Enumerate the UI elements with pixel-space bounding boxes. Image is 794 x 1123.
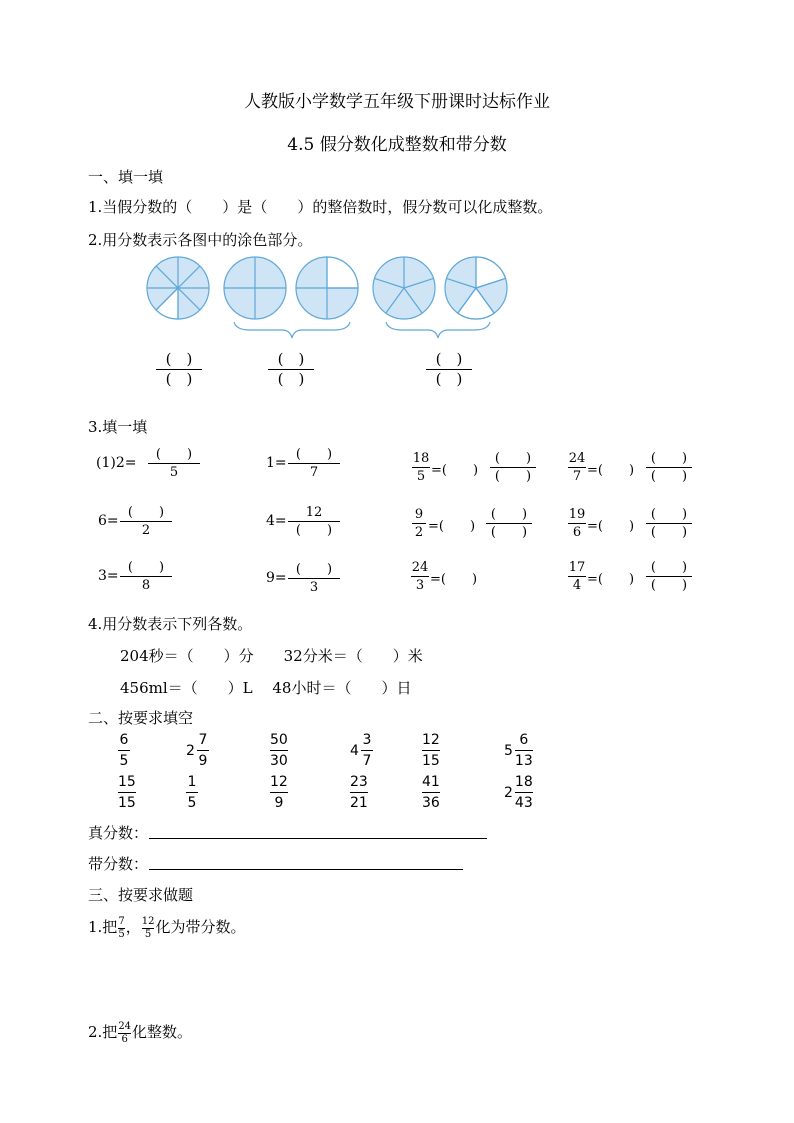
fraction: [270, 775, 288, 810]
q4-line-2[interactable]: 456ml＝（ ）L 48小时＝（ ）日: [120, 679, 412, 697]
q3-j-fraction[interactable]: ( ) 3: [288, 563, 340, 594]
question-1-1: 1.当假分数的（ ）是（ ）的整倍数时，假分数可以化成整数。: [88, 198, 553, 216]
fraction-numerator: 18: [514, 774, 533, 790]
q3-j-prefix: 9=: [266, 570, 287, 586]
fraction-numerator: 7: [198, 732, 208, 748]
page-subtitle: 4.5 假分数化成整数和带分数: [287, 135, 507, 155]
q3-l-lhs: 17 4: [568, 560, 586, 593]
q3-c-fraction[interactable]: ( ) ( ): [490, 452, 536, 483]
q3-e-prefix: 6=: [98, 513, 119, 529]
fraction-denominator: 15: [118, 795, 136, 811]
q3-b-fraction[interactable]: ( ) 7: [288, 448, 340, 479]
fraction-item: [422, 775, 440, 810]
q3-f-fraction[interactable]: 12 ( ): [288, 506, 340, 537]
fraction-denominator: 9: [198, 753, 208, 769]
q3-f-prefix: 4=: [266, 513, 287, 529]
q3-g-lhs: 9 2: [412, 508, 426, 539]
fraction-whole: 4: [350, 742, 359, 759]
pie-figures: [140, 252, 520, 342]
fraction-denominator: 21: [350, 795, 368, 811]
q3-d-mid[interactable]: =( ): [587, 463, 635, 478]
fraction-item: [270, 733, 288, 768]
proper-fraction-label: 真分数：: [88, 824, 149, 842]
fraction-numerator: 12: [422, 732, 440, 748]
mixed-number-label: 带分数：: [88, 855, 149, 873]
fraction-denominator: 36: [422, 795, 440, 811]
fraction-numerator: 15: [118, 774, 136, 790]
fraction-numerator: 23: [350, 774, 368, 790]
fraction-item: [422, 733, 440, 768]
fraction-bar: [350, 792, 368, 793]
fraction-bar: [270, 792, 288, 793]
fraction-numerator: 1: [187, 774, 197, 790]
fraction-denominator: 9: [274, 795, 284, 811]
section3-heading: 三、按要求做题: [88, 886, 194, 904]
fraction-denominator: 5: [119, 753, 129, 769]
fraction-bar: [118, 792, 136, 793]
q3-d-lhs: 24 7: [568, 451, 586, 484]
fraction: [422, 775, 440, 810]
fraction-item: [118, 733, 130, 768]
fraction-item: [186, 733, 209, 768]
q3-c-lhs: 18 5: [412, 451, 430, 484]
fraction-bar: [197, 750, 209, 751]
fraction-bar: [515, 792, 533, 793]
q3-1-fraction-b: $\frac{12}{5}$: [141, 915, 155, 940]
fraction-bar: [186, 792, 198, 793]
q3-2-fraction: $\frac{24}{6}$: [118, 1020, 132, 1045]
pie-quarters-full: [224, 257, 286, 319]
fraction-bar: [118, 750, 130, 751]
q3-b-prefix: 1=: [266, 455, 287, 471]
question-3-2: 2.把 $\frac{24}{6}$ 化整数。: [88, 1020, 193, 1045]
fraction-bar: [422, 750, 440, 751]
fraction-whole: 2: [504, 784, 513, 801]
answer-fraction-3[interactable]: ( ) ( ): [426, 352, 472, 387]
fraction: [118, 775, 136, 810]
q3-1-fraction-a: $\frac{7}{5}$: [118, 915, 125, 940]
q3-e-fraction[interactable]: ( ) 2: [120, 506, 172, 537]
q3-k-mid[interactable]: =( ): [430, 572, 478, 587]
fraction-denominator: 30: [270, 753, 288, 769]
fraction-item: [504, 775, 533, 810]
section1-heading: 一、填一填: [88, 168, 164, 186]
fraction-numerator: 50: [270, 732, 288, 748]
fraction-item: [350, 733, 373, 768]
fraction-denominator: 15: [422, 753, 440, 769]
fraction: [118, 733, 130, 768]
fraction: [270, 733, 288, 768]
q3-k-lhs: 24 3: [411, 560, 429, 593]
answer-fraction-1[interactable]: ( ) ( ): [156, 352, 202, 387]
fraction-bar: [422, 792, 440, 793]
q4-line-1[interactable]: 204秒＝（ ）分 32分米＝（ ）米: [120, 647, 423, 665]
answer-fraction-2[interactable]: ( ) ( ): [268, 352, 314, 387]
fraction: [197, 733, 209, 768]
q3-a-prefix: (1)2=: [96, 455, 137, 471]
proper-fraction-answer-line[interactable]: [149, 838, 487, 839]
q3-l-fraction[interactable]: ( ) ( ): [646, 561, 692, 592]
question-1-2: 2.用分数表示各图中的涂色部分。: [88, 231, 313, 249]
q3-d-fraction[interactable]: ( ) ( ): [646, 452, 692, 483]
q3-c-mid[interactable]: =( ): [431, 463, 479, 478]
fraction-whole: 2: [186, 742, 195, 759]
fraction-item: [270, 775, 288, 810]
q3-h-lhs: 19 6: [568, 507, 586, 540]
fraction-whole: 5: [504, 742, 513, 759]
q3-h-mid[interactable]: =( ): [587, 519, 635, 534]
section2-heading: 二、按要求填空: [88, 709, 194, 727]
fraction: [515, 733, 533, 768]
fraction-denominator: 43: [514, 795, 533, 811]
pie-fifths-full: [373, 257, 435, 319]
q3-l-mid[interactable]: =( ): [587, 572, 635, 587]
fraction-numerator: 6: [519, 732, 529, 748]
q3-a-fraction[interactable]: ( ) 5: [148, 448, 200, 479]
brace-right: [386, 322, 490, 338]
mixed-number-answer-line[interactable]: [149, 869, 463, 870]
fraction: [361, 733, 373, 768]
question-3-1: 1.把 $\frac{7}{5}$ ， $\frac{12}{5}$ 化为带分数。: [88, 915, 246, 940]
fraction: [422, 733, 440, 768]
question-1-4: 4.用分数表示下列各数。: [88, 615, 253, 633]
q3-i-prefix: 3=: [98, 568, 119, 584]
fraction-denominator: 13: [514, 753, 533, 769]
fraction: [515, 775, 533, 810]
fraction-numerator: 12: [270, 774, 288, 790]
brace-left: [234, 322, 350, 338]
fraction: [350, 775, 368, 810]
pie-fifths-partial: [445, 257, 507, 319]
fraction-numerator: 6: [119, 732, 129, 748]
q3-g-fraction[interactable]: ( ) ( ): [486, 508, 532, 539]
q3-g-mid[interactable]: =( ): [428, 519, 476, 534]
q3-i-fraction[interactable]: ( ) 8: [120, 561, 172, 592]
fraction-numerator: 41: [422, 774, 440, 790]
fraction-denominator: 7: [362, 753, 372, 769]
fraction-numerator: 3: [362, 732, 372, 748]
pie-quarters-partial: [296, 257, 358, 319]
fraction-bar: [270, 750, 288, 751]
fraction: [186, 775, 198, 810]
pie-eighths: [147, 257, 209, 319]
page-title: 人教版小学数学五年级下册课时达标作业: [244, 92, 550, 112]
fraction-item: [186, 775, 198, 810]
q3-h-fraction[interactable]: ( ) ( ): [646, 508, 692, 539]
fraction-item: [118, 775, 136, 810]
fraction-item: [350, 775, 368, 810]
question-1-3: 3.填一填: [88, 418, 148, 436]
fraction-bar: [515, 750, 533, 751]
fraction-item: [504, 733, 533, 768]
fraction-denominator: 5: [187, 795, 197, 811]
fraction-bar: [361, 750, 373, 751]
